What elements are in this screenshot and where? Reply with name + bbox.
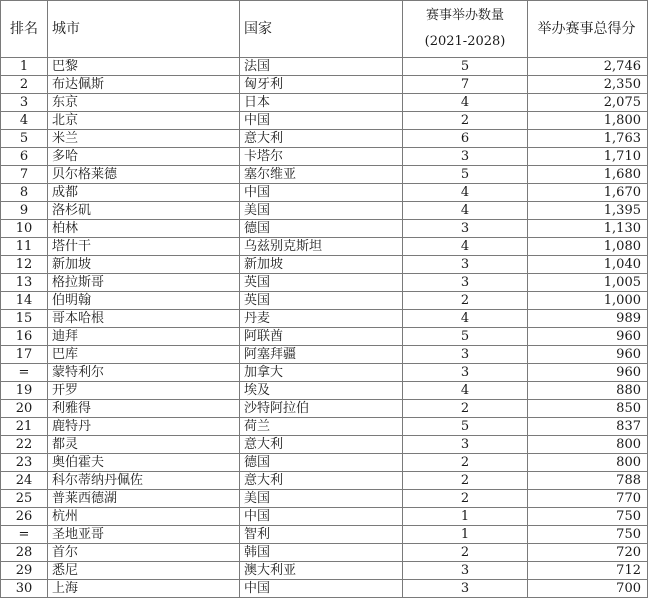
table-row xyxy=(1,112,648,130)
table-row xyxy=(1,526,648,544)
cell-total-score: 2,350 xyxy=(528,76,648,94)
cell-country: 阿联酋 xyxy=(240,328,403,346)
cell-total-score: 2,075 xyxy=(528,94,648,112)
cell-city: 利雅得 xyxy=(48,400,240,418)
cell-rank: 12 xyxy=(1,256,48,274)
cell-city: 都灵 xyxy=(48,436,240,454)
cell-total-score: 1,710 xyxy=(528,148,648,166)
table-row xyxy=(1,148,648,166)
cell-total-score: 770 xyxy=(528,490,648,508)
cell-event-count: 3 xyxy=(403,220,528,238)
cell-rank: 30 xyxy=(1,580,48,598)
cell-rank: 11 xyxy=(1,238,48,256)
cell-city: 迪拜 xyxy=(48,328,240,346)
cell-total-score: 800 xyxy=(528,436,648,454)
cell-city: 悉尼 xyxy=(48,562,240,580)
cell-country: 沙特阿拉伯 xyxy=(240,400,403,418)
cell-total-score: 880 xyxy=(528,382,648,400)
cell-country: 法国 xyxy=(240,58,403,76)
cell-rank: 5 xyxy=(1,130,48,148)
cell-rank: = xyxy=(1,364,48,382)
cell-country: 塞尔维亚 xyxy=(240,166,403,184)
cell-country: 英国 xyxy=(240,292,403,310)
cell-rank: 6 xyxy=(1,148,48,166)
table-row xyxy=(1,454,648,472)
table-row xyxy=(1,490,648,508)
cell-country: 中国 xyxy=(240,112,403,130)
table-row xyxy=(1,364,648,382)
cell-rank: 25 xyxy=(1,490,48,508)
cell-event-count: 6 xyxy=(403,130,528,148)
cell-total-score: 1,763 xyxy=(528,130,648,148)
cell-city: 多哈 xyxy=(48,148,240,166)
cell-rank: 8 xyxy=(1,184,48,202)
table-row xyxy=(1,238,648,256)
cell-city: 洛杉矶 xyxy=(48,202,240,220)
cell-rank: 20 xyxy=(1,400,48,418)
cell-rank: 13 xyxy=(1,274,48,292)
cell-total-score: 1,005 xyxy=(528,274,648,292)
cell-rank: 22 xyxy=(1,436,48,454)
cell-total-score: 989 xyxy=(528,310,648,328)
table-row xyxy=(1,310,648,328)
table-row xyxy=(1,220,648,238)
table-row xyxy=(1,292,648,310)
cell-city: 巴黎 xyxy=(48,58,240,76)
cell-city: 巴库 xyxy=(48,346,240,364)
cell-city: 新加坡 xyxy=(48,256,240,274)
cell-city: 布达佩斯 xyxy=(48,76,240,94)
cell-city: 杭州 xyxy=(48,508,240,526)
cell-event-count: 2 xyxy=(403,490,528,508)
cell-rank: 3 xyxy=(1,94,48,112)
table-row xyxy=(1,58,648,76)
cell-city: 蒙特利尔 xyxy=(48,364,240,382)
cell-event-count: 7 xyxy=(403,76,528,94)
cell-country: 丹麦 xyxy=(240,310,403,328)
cell-event-count: 3 xyxy=(403,364,528,382)
table-row xyxy=(1,184,648,202)
cell-total-score: 1,130 xyxy=(528,220,648,238)
cell-city: 东京 xyxy=(48,94,240,112)
header-rank: 排名 xyxy=(1,1,48,58)
table-row xyxy=(1,562,648,580)
cell-rank: 21 xyxy=(1,418,48,436)
table-row xyxy=(1,76,648,94)
cell-event-count: 2 xyxy=(403,112,528,130)
cell-city: 塔什干 xyxy=(48,238,240,256)
table-row xyxy=(1,256,648,274)
cell-total-score: 1,080 xyxy=(528,238,648,256)
cell-city: 柏林 xyxy=(48,220,240,238)
cell-city: 鹿特丹 xyxy=(48,418,240,436)
cell-country: 匈牙利 xyxy=(240,76,403,94)
table-row xyxy=(1,328,648,346)
cell-total-score: 1,040 xyxy=(528,256,648,274)
cell-city: 上海 xyxy=(48,580,240,598)
cell-event-count: 5 xyxy=(403,328,528,346)
cell-country: 阿塞拜疆 xyxy=(240,346,403,364)
cell-city: 圣地亚哥 xyxy=(48,526,240,544)
cell-rank: 24 xyxy=(1,472,48,490)
cell-event-count: 2 xyxy=(403,544,528,562)
cell-event-count: 4 xyxy=(403,382,528,400)
cell-rank: 7 xyxy=(1,166,48,184)
cell-event-count: 4 xyxy=(403,310,528,328)
table-row xyxy=(1,94,648,112)
table-row xyxy=(1,274,648,292)
cell-event-count: 2 xyxy=(403,400,528,418)
cell-country: 埃及 xyxy=(240,382,403,400)
table-row xyxy=(1,166,648,184)
cell-country: 德国 xyxy=(240,220,403,238)
cell-total-score: 960 xyxy=(528,328,648,346)
cell-event-count: 3 xyxy=(403,562,528,580)
cell-total-score: 1,800 xyxy=(528,112,648,130)
cell-rank: 23 xyxy=(1,454,48,472)
cell-country: 加拿大 xyxy=(240,364,403,382)
table-body xyxy=(1,58,648,598)
cell-country: 韩国 xyxy=(240,544,403,562)
cell-total-score: 1,395 xyxy=(528,202,648,220)
cell-rank: 14 xyxy=(1,292,48,310)
cell-event-count: 4 xyxy=(403,94,528,112)
cell-country: 乌兹别克斯坦 xyxy=(240,238,403,256)
cell-rank: = xyxy=(1,526,48,544)
cell-total-score: 800 xyxy=(528,454,648,472)
cell-total-score: 1,670 xyxy=(528,184,648,202)
cell-country: 荷兰 xyxy=(240,418,403,436)
cell-country: 中国 xyxy=(240,508,403,526)
cell-total-score: 712 xyxy=(528,562,648,580)
cell-total-score: 700 xyxy=(528,580,648,598)
cell-event-count: 2 xyxy=(403,472,528,490)
cell-total-score: 788 xyxy=(528,472,648,490)
table-row xyxy=(1,382,648,400)
cell-rank: 28 xyxy=(1,544,48,562)
cell-event-count: 4 xyxy=(403,238,528,256)
cell-event-count: 5 xyxy=(403,166,528,184)
cell-event-count: 5 xyxy=(403,58,528,76)
cell-country: 意大利 xyxy=(240,130,403,148)
cell-country: 日本 xyxy=(240,94,403,112)
cell-rank: 16 xyxy=(1,328,48,346)
cell-event-count: 3 xyxy=(403,256,528,274)
cell-rank: 2 xyxy=(1,76,48,94)
cell-event-count: 2 xyxy=(403,292,528,310)
cell-city: 贝尔格莱德 xyxy=(48,166,240,184)
cell-total-score: 1,680 xyxy=(528,166,648,184)
table-row xyxy=(1,130,648,148)
table-row xyxy=(1,544,648,562)
cell-country: 新加坡 xyxy=(240,256,403,274)
header-total-score: 举办赛事总得分 xyxy=(528,1,648,58)
header-event-count-title: 赛事举办数量 xyxy=(425,8,504,23)
cell-total-score: 1,000 xyxy=(528,292,648,310)
cell-country: 意大利 xyxy=(240,472,403,490)
cell-country: 意大利 xyxy=(240,436,403,454)
header-event-count-years: (2021-2028) xyxy=(424,34,506,49)
table-row xyxy=(1,436,648,454)
cell-city: 首尔 xyxy=(48,544,240,562)
cell-rank: 26 xyxy=(1,508,48,526)
cell-total-score: 960 xyxy=(528,346,648,364)
cell-country: 中国 xyxy=(240,580,403,598)
cell-event-count: 3 xyxy=(403,274,528,292)
table-row xyxy=(1,418,648,436)
header-country: 国家 xyxy=(240,1,403,58)
header-city: 城市 xyxy=(48,1,240,58)
cell-event-count: 3 xyxy=(403,346,528,364)
table-header-row xyxy=(1,1,648,58)
cell-country: 德国 xyxy=(240,454,403,472)
cell-city: 格拉斯哥 xyxy=(48,274,240,292)
cell-event-count: 3 xyxy=(403,148,528,166)
cell-rank: 9 xyxy=(1,202,48,220)
cell-total-score: 837 xyxy=(528,418,648,436)
cell-country: 卡塔尔 xyxy=(240,148,403,166)
cell-total-score: 850 xyxy=(528,400,648,418)
cell-rank: 29 xyxy=(1,562,48,580)
cell-rank: 19 xyxy=(1,382,48,400)
cell-event-count: 3 xyxy=(403,436,528,454)
cell-city: 伯明翰 xyxy=(48,292,240,310)
table-row xyxy=(1,472,648,490)
cell-rank: 1 xyxy=(1,58,48,76)
cell-event-count: 5 xyxy=(403,418,528,436)
cell-event-count: 4 xyxy=(403,184,528,202)
cell-country: 智利 xyxy=(240,526,403,544)
cell-event-count: 4 xyxy=(403,202,528,220)
cell-city: 科尔蒂纳丹佩佐 xyxy=(48,472,240,490)
table-row xyxy=(1,400,648,418)
cell-country: 美国 xyxy=(240,490,403,508)
cell-total-score: 720 xyxy=(528,544,648,562)
cell-rank: 4 xyxy=(1,112,48,130)
cell-event-count: 3 xyxy=(403,580,528,598)
cell-total-score: 2,746 xyxy=(528,58,648,76)
cell-total-score: 960 xyxy=(528,364,648,382)
table-row xyxy=(1,202,648,220)
cell-rank: 17 xyxy=(1,346,48,364)
cell-event-count: 2 xyxy=(403,454,528,472)
cell-city: 米兰 xyxy=(48,130,240,148)
cell-city: 开罗 xyxy=(48,382,240,400)
cell-total-score: 750 xyxy=(528,526,648,544)
table-row xyxy=(1,346,648,364)
cell-rank: 15 xyxy=(1,310,48,328)
cell-total-score: 750 xyxy=(528,508,648,526)
cell-rank: 10 xyxy=(1,220,48,238)
cell-country: 澳大利亚 xyxy=(240,562,403,580)
cell-country: 英国 xyxy=(240,274,403,292)
header-event-count xyxy=(403,1,528,58)
cell-country: 美国 xyxy=(240,202,403,220)
cell-city: 奥伯霍夫 xyxy=(48,454,240,472)
table-row xyxy=(1,508,648,526)
cell-city: 哥本哈根 xyxy=(48,310,240,328)
cell-city: 普莱西德湖 xyxy=(48,490,240,508)
cell-city: 成都 xyxy=(48,184,240,202)
cell-event-count: 1 xyxy=(403,526,528,544)
cell-event-count: 1 xyxy=(403,508,528,526)
table-row xyxy=(1,580,648,598)
cell-country: 中国 xyxy=(240,184,403,202)
cell-city: 北京 xyxy=(48,112,240,130)
